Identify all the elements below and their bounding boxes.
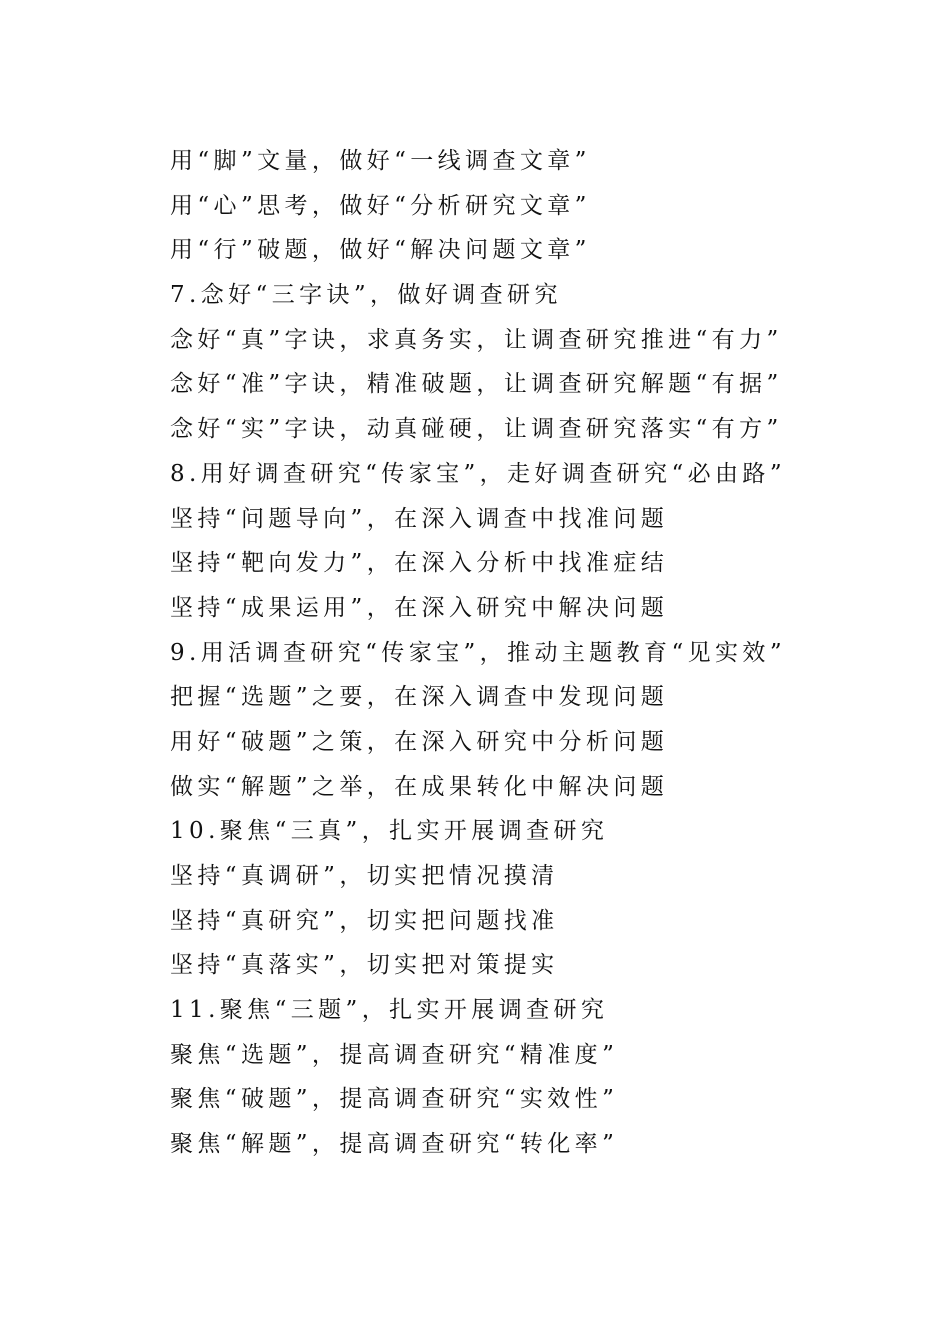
section-heading: 10.聚焦“三真”，扎实开展调查研究 (170, 818, 609, 845)
subpoint-line: 用“行”破题，做好“解决问题文章” (170, 237, 591, 264)
section-heading: 8.用好调查研究“传家宝”，走好调查研究“必由路” (170, 460, 786, 487)
subpoint-line: 坚持“真研究”，切实把问题找准 (170, 907, 559, 934)
subpoint-line: 用“心”思考，做好“分析研究文章” (170, 192, 591, 219)
subpoint-line: 用“脚”文量，做好“一线调查文章” (170, 148, 591, 174)
subpoint-line: 坚持“真调研”，切实把情况摸清 (170, 863, 559, 889)
subpoint-line: 聚焦“破题”，提高调查研究“实效性” (170, 1086, 619, 1113)
subpoint-line: 坚持“真落实”，切实把对策提实 (170, 952, 559, 979)
section-heading: 7.念好“三字诀”，做好调查研究 (170, 282, 562, 309)
subpoint-line: 把握“选题”之要，在深入调查中发现问题 (170, 684, 669, 711)
subpoint-line: 坚持“靶向发力”，在深入分析中找准症结 (170, 550, 669, 577)
section-heading: 9.用活调查研究“传家宝”，推动主题教育“见实效” (170, 639, 786, 666)
subpoint-line: 坚持“成果运用”，在深入研究中解决问题 (170, 594, 669, 621)
subpoint-line: 做实“解题”之举，在成果转化中解决问题 (170, 773, 669, 800)
section-heading: 11.聚焦“三题”，扎实开展调查研究 (170, 997, 609, 1024)
subpoint-line: 坚持“问题导向”，在深入调查中找准问题 (170, 505, 669, 532)
subpoint-line: 聚焦“解题”，提高调查研究“转化率” (170, 1131, 619, 1158)
document-body (170, 139, 810, 1167)
subpoint-line: 聚焦“选题”，提高调查研究“精准度” (170, 1041, 619, 1068)
subpoint-line: 念好“准”字诀，精准破题，让调查研究解题“有据” (170, 371, 783, 398)
subpoint-line: 念好“真”字诀，求真务实，让调查研究推进“有力” (170, 326, 783, 353)
subpoint-line: 念好“实”字诀，动真碰硬，让调查研究落实“有方” (170, 416, 783, 443)
subpoint-line: 用好“破题”之策，在深入研究中分析问题 (170, 728, 669, 755)
